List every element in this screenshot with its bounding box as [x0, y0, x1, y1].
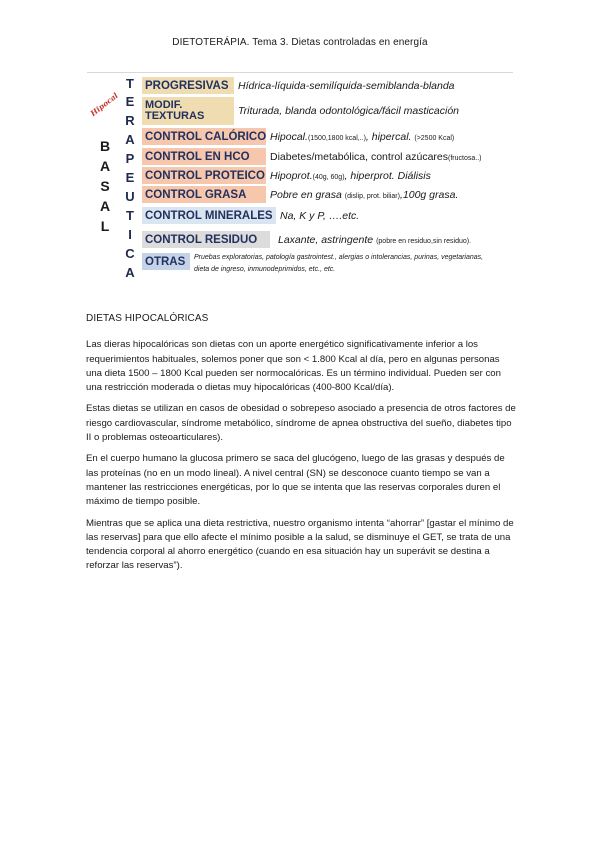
desc-main: , hiperprot. Diálisis [344, 169, 431, 182]
row-otras [142, 252, 484, 276]
row-label: CONTROL EN HCO [142, 148, 266, 165]
row-desc: Hídrica-líquida-semilíquida-semiblanda-blanda [238, 79, 455, 92]
desc-main: Diabetes/metabólica, control azúcares [270, 150, 449, 163]
row-desc [270, 189, 458, 201]
terapeutica-letter: E [125, 94, 135, 109]
desc-small: (>2500 Kcal) [414, 134, 455, 142]
row-desc: Pruebas exploratorias, patología gastrointest., alergias o intolerancias, purinas, vegetarianas, dieta de ingreso, inmunodeprimidos, etc., etc. [194, 254, 484, 273]
row-label: CONTROL PROTEICO [142, 167, 266, 184]
row-label: CONTROL CALÓRICO [142, 128, 266, 145]
row-desc [270, 151, 481, 163]
row-progresivas [142, 77, 455, 94]
paragraph: En el cuerpo humano la glucosa primero se saca del glucógeno, luego de las grasas y después de las proteínas (no en un modo lineal). A nivel central (SN) se desconoce cuanto tiempo se van a mantener las restricciones energéticas, por lo que se intenta que las reservas corporales duren el máximo de tiempo posible. [86, 453, 505, 508]
row-control-proteico [142, 167, 431, 184]
figure-top-divider [87, 72, 513, 73]
desc-main: Laxante, astringente [278, 233, 374, 246]
terapeutica-letter: A [125, 132, 135, 147]
row-desc [278, 234, 471, 246]
desc-small: (pobre en residuo,sin residuo). [376, 237, 472, 245]
basal-letter: A [99, 198, 111, 214]
desc-main: ,100g grasa. [399, 188, 459, 201]
diet-classification-figure [87, 70, 513, 284]
terapeutica-letter: I [128, 227, 132, 242]
terapeutica-letter: T [126, 208, 134, 223]
row-texturas [142, 97, 459, 125]
basal-letter: B [99, 138, 111, 154]
terapeutica-letter: R [125, 113, 135, 128]
desc-small: (40g, 60g) [312, 173, 345, 181]
row-label: CONTROL GRASA [142, 186, 266, 203]
basal-letter: L [100, 218, 110, 234]
hipocal-annotation: Hipocal [88, 90, 120, 119]
row-label-line: TEXTURAS [145, 110, 205, 122]
desc-small: (fructosa..) [448, 154, 482, 162]
desc-main: , hipercal. [365, 130, 412, 143]
desc-main: Pobre en grasa [270, 188, 342, 201]
row-label: PROGRESIVAS [142, 77, 234, 94]
row-control-minerales [142, 207, 359, 224]
terapeutica-letter: C [125, 246, 135, 261]
page-header: DIETOTERÁPIA. Tema 3. Dietas controladas en energía [172, 37, 428, 48]
terapeutica-letter: U [125, 189, 135, 204]
document-body [86, 312, 516, 581]
terapeutica-letter: A [125, 265, 135, 280]
row-label [142, 97, 234, 125]
row-desc: Triturada, blanda odontológica/fácil masticación [238, 105, 460, 117]
row-desc [270, 170, 431, 182]
row-desc [270, 131, 454, 143]
row-label-line: MODIF. [145, 99, 183, 111]
paragraph: Las dieras hipocalóricas son dietas con un aporte energético significativamente inferior a los requerimientos habituales, solemos poner que son < 1.800 Kcal al día, pero en algunas personas una dieta 1500 – 1800 Kcal pueden ser normocalóricas. Es un término individual. Pueden ser con una restricción moderada o dietas muy hipocalóricas (400-800 Kcal/día). [86, 339, 501, 394]
basal-label [95, 136, 115, 236]
terapeutica-letter: E [125, 170, 135, 185]
row-control-grasa [142, 186, 458, 203]
basal-letter: S [100, 178, 110, 194]
paragraph: Mientras que se aplica una dieta restrictiva, nuestro organismo intenta “ahorrar” [gastar el mínimo de las reservas] para que ello afecte el mínimo posible a la salud, se disminuye el GET, se trata de una tendencia corporal al ahorro energético (cuando en esa situación hay un superávit se destina a reforzar las reservas”). [86, 517, 514, 572]
desc-small: (dislip, prot. biliar) [344, 192, 400, 200]
terapeutica-letter: T [126, 76, 134, 91]
section-title: DIETAS HIPOCALÓRICAS [86, 313, 209, 324]
row-desc: Na, K y P, ….etc. [280, 209, 360, 222]
row-control-calorico [142, 128, 454, 145]
basal-letter: A [99, 158, 111, 174]
desc-main: Hipocal. [270, 130, 308, 143]
desc-main: Hipoprot. [270, 169, 313, 182]
row-control-hco [142, 148, 481, 165]
paragraph: Estas dietas se utilizan en casos de obesidad o sobrepeso asociado a presencia de otros factores de riesgo cardiovascular, síndrome metabólico, síndrome de apnea obstructiva del sueño, diabetes tipo II o problemas osteoarticulares). [86, 403, 516, 444]
row-control-residuo [142, 231, 471, 248]
desc-small: (1500,1800 kcal,..) [307, 134, 366, 142]
row-label: CONTROL RESIDUO [142, 231, 270, 248]
row-label: CONTROL MINERALES [142, 207, 276, 224]
row-label: OTRAS [142, 253, 190, 270]
terapeutica-letter: P [125, 151, 135, 166]
